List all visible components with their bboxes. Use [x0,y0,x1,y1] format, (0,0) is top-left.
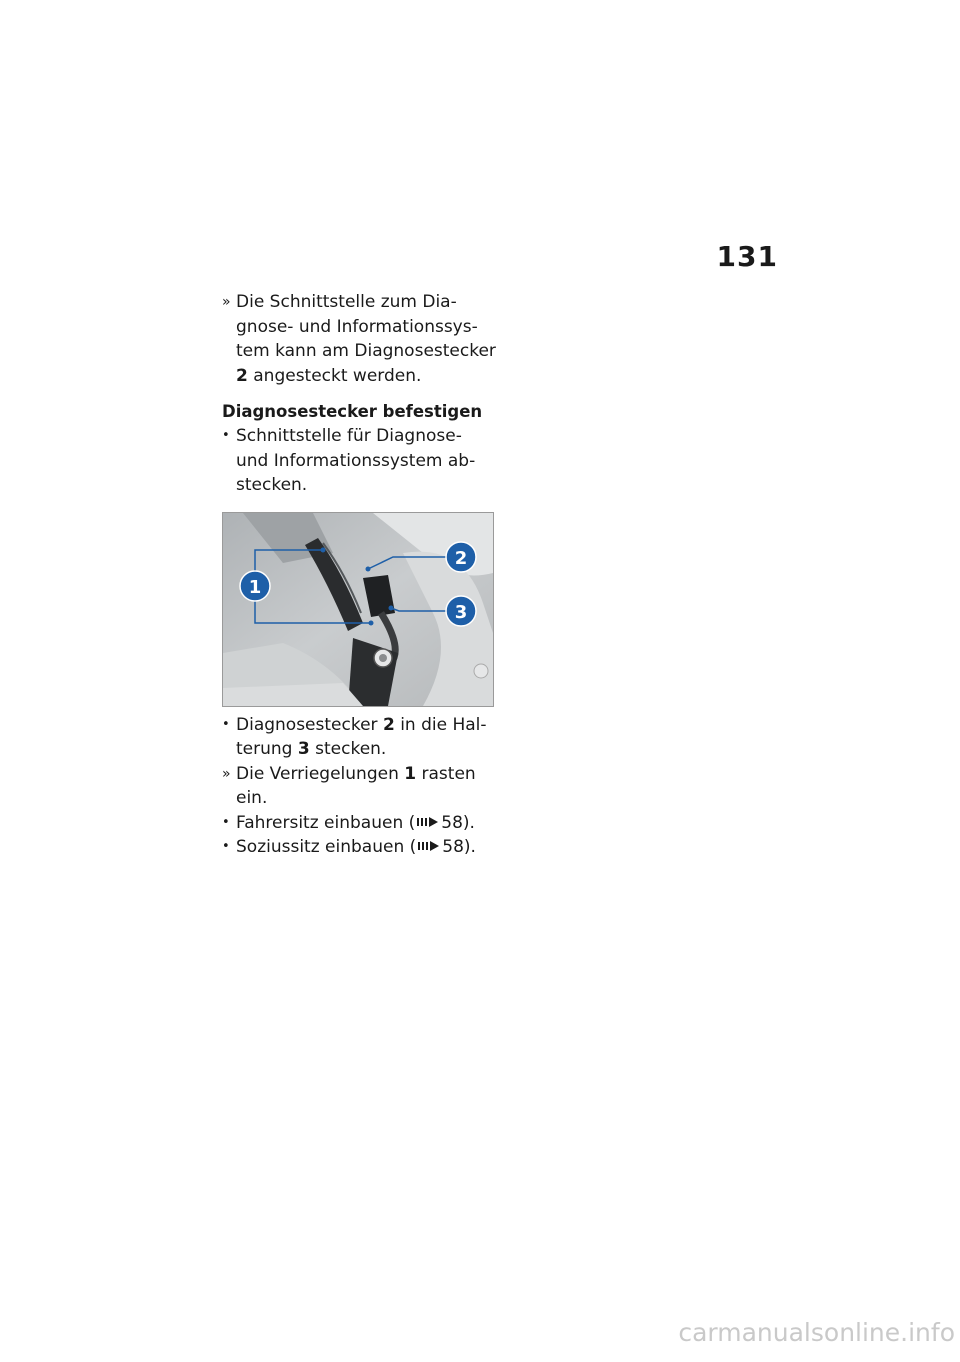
callout-2 [446,542,476,572]
callout-2-label: 2 [454,547,468,569]
section-heading: Diagnosestecker befestigen [222,402,483,421]
step-insert-text-before: Diagnosestecker [236,714,378,735]
callout-3 [446,596,476,626]
intro-text-before: Die Schnittstelle zum Diagnose- und Informationssystem kann am Diagnosestecker [236,292,496,361]
step-rider-text-before: Fahrersitz einbauen ( [236,812,416,833]
step-unplug-text: Schnittstelle für Diagnose- und Informationssystem abstecken. [236,426,476,495]
step-passenger-ref[interactable]: 58 [442,837,464,857]
page-reference-arrow-icon [418,839,440,853]
result-marker: » [222,765,231,782]
result-text-after: rasten ein. [236,763,476,808]
step-rider-ref[interactable]: 58 [441,812,463,833]
step-rider-text-after: ). [462,812,475,833]
callout-1-label: 1 [248,576,262,598]
intro-callout-number: 2 [236,365,248,386]
bullet-marker: • [222,839,230,854]
step-insert-text-mid: in die Halterung [236,714,487,759]
result-num: 1 [404,763,417,784]
step-unplug [222,424,497,498]
callout-1 [240,571,270,601]
step-insert-text-after: stecken. [315,739,387,759]
result-text-before: Die Verriegelungen [236,763,399,784]
intro-result [222,290,497,388]
step-rider-seat [222,811,497,836]
page-number: 131 [716,240,778,273]
result-marker: » [222,294,231,310]
connector-illustration [223,513,493,706]
page-reference-arrow-icon [417,815,439,829]
diagnostic-connector-figure [222,512,494,707]
bullet-marker: • [222,716,230,732]
step-insert-num: 2 [382,714,395,735]
result-lock [222,762,497,811]
bullet-marker: • [222,814,230,830]
callout-3-label: 3 [454,601,468,623]
watermark: carmanualsonline.info [678,1318,955,1347]
step-passenger-text-after: ). [463,837,476,857]
step-insert [222,713,497,762]
step-passenger-seat [222,835,497,860]
intro-text-after: angesteckt werden. [253,365,422,386]
step-passenger-text-before: Soziussitz einbauen ( [236,837,417,857]
step-insert-num2: 3 [297,739,310,759]
content-column [222,290,497,860]
bullet-marker: • [222,428,230,443]
